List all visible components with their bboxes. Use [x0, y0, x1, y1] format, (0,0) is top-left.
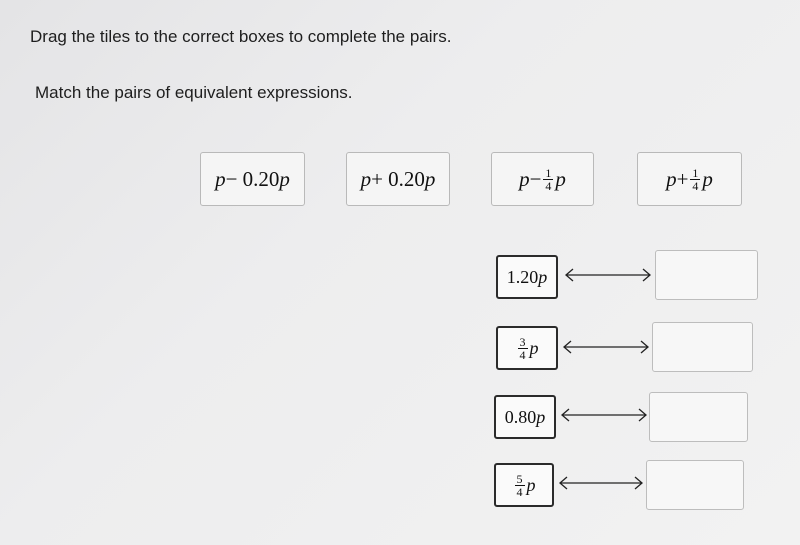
tile-operator-coef: + 0.20 — [371, 166, 425, 191]
tile-variable: p — [424, 166, 436, 191]
tile-operator-coef: − 0.20 — [225, 166, 280, 191]
expression-variable: p — [538, 266, 548, 287]
expression-variable: p — [529, 337, 539, 358]
tile-operator: − — [529, 166, 542, 191]
drop-target-2[interactable] — [652, 322, 753, 372]
expression-variable: p — [536, 406, 546, 427]
pair-expression-1 — [496, 255, 558, 299]
tile-p-plus-020p[interactable] — [346, 152, 450, 206]
fraction-numerator: 1 — [692, 165, 699, 180]
fraction-denominator: 4 — [519, 347, 526, 362]
tile-p-minus-020p[interactable] — [200, 152, 305, 206]
drop-target-4[interactable] — [646, 460, 744, 510]
tile-fraction — [543, 167, 553, 192]
double-arrow-icon — [558, 476, 644, 490]
tile-variable: p — [279, 166, 290, 191]
tile-variable: p — [519, 166, 530, 191]
drop-target-1[interactable] — [655, 250, 758, 300]
tile-variable: p — [360, 166, 372, 191]
expression-fraction — [518, 336, 528, 361]
tile-operator: + — [676, 166, 689, 191]
expression-coefficient: 1.20 — [506, 266, 539, 287]
expression-coefficient: 0.80 — [504, 406, 537, 427]
double-arrow-icon — [562, 340, 650, 354]
expression-fraction — [515, 473, 525, 498]
expression-variable: p — [526, 474, 536, 495]
tile-p-minus-quarter-p[interactable] — [491, 152, 594, 206]
pair-expression-2 — [496, 326, 558, 370]
fraction-numerator: 5 — [516, 471, 523, 486]
tile-variable: p — [666, 166, 677, 191]
pair-expression-3 — [494, 395, 556, 439]
drop-target-3[interactable] — [649, 392, 748, 442]
tile-p-plus-quarter-p[interactable] — [637, 152, 742, 206]
fraction-numerator: 1 — [545, 165, 552, 180]
fraction-denominator: 4 — [545, 178, 552, 193]
instruction-text: Drag the tiles to the correct boxes to complete the pairs. — [30, 27, 452, 46]
pair-expression-4 — [494, 463, 554, 507]
fraction-denominator: 4 — [516, 484, 523, 499]
fraction-numerator: 3 — [519, 334, 526, 349]
double-arrow-icon — [560, 408, 648, 422]
tile-variable: p — [702, 166, 713, 191]
tile-variable: p — [555, 166, 566, 191]
double-arrow-icon — [564, 268, 652, 282]
tile-variable: p — [215, 166, 226, 191]
subinstruction-text: Match the pairs of equivalent expressions. — [35, 83, 353, 102]
fraction-denominator: 4 — [692, 178, 699, 193]
tile-fraction — [690, 167, 700, 192]
